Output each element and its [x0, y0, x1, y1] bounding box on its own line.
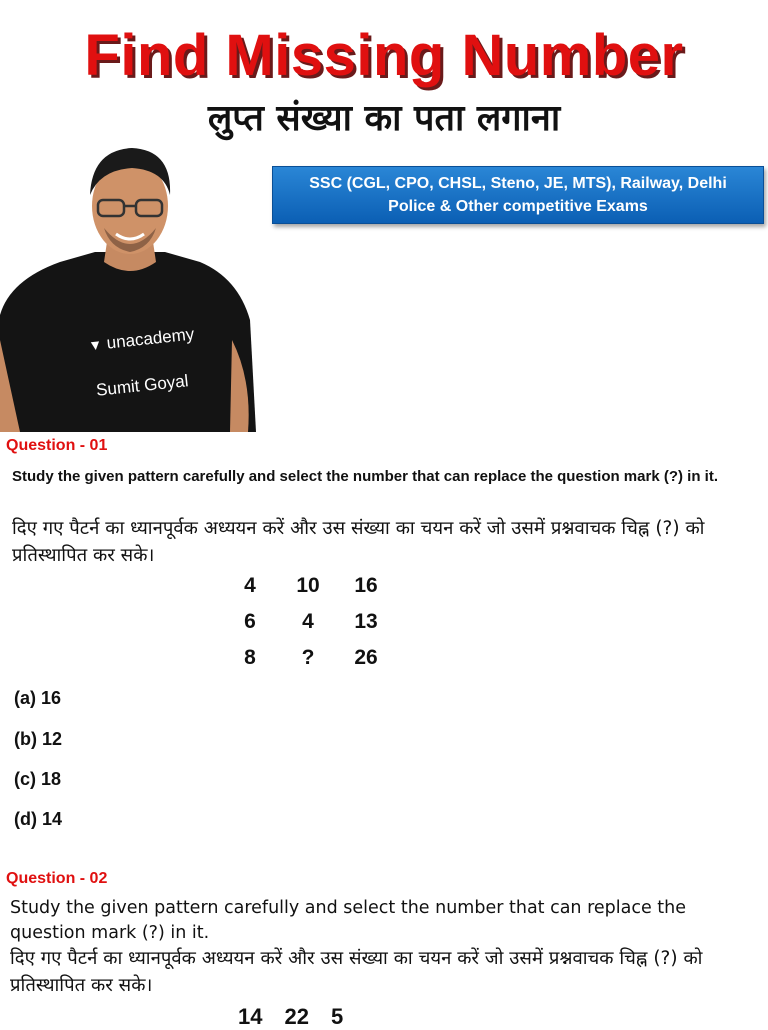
presenter-name: Sumit Goyal — [95, 371, 190, 400]
option-b[interactable]: (b) 12 — [14, 729, 63, 749]
option-c[interactable]: (c) 18 — [14, 769, 62, 789]
grid-row — [230, 646, 386, 682]
grid-cell: ? — [301, 646, 315, 669]
question-2-text-en: Study the given pattern carefully and select the number that can replace the question mark (?) in it. — [10, 898, 687, 943]
grid-cell: 22 — [284, 1004, 309, 1029]
question-1-text-en: Study the given pattern carefully and select the number that can replace the question mark (?) in it. — [12, 468, 718, 485]
grid-cell: 16 — [354, 574, 378, 597]
grid-cell: 4 — [244, 574, 256, 597]
grid-cell: 26 — [354, 646, 378, 669]
presenter-photo — [0, 140, 262, 432]
banner-line-1: SSC (CGL, CPO, CHSL, Steno, JE, MTS), Railway, Delhi — [309, 175, 727, 192]
question-2-label: Question - 02 — [6, 870, 108, 887]
unacademy-logo-icon: ▼ — [87, 336, 103, 354]
option-d[interactable]: (d) 14 — [14, 809, 63, 829]
page-title: Find Missing Number — [84, 23, 684, 88]
grid-cell: 14 — [238, 1004, 263, 1029]
presenter-brand: ▼ unacademy — [87, 324, 196, 354]
grid-cell: 13 — [354, 610, 378, 633]
page-subtitle-hindi: लुप्त संख्या का पता लगाना — [207, 98, 561, 139]
grid-cell: 6 — [244, 610, 256, 633]
option-a[interactable]: (a) 16 — [14, 688, 62, 708]
question-2-text-hi: दिए गए पैटर्न का ध्यानपूर्वक अध्ययन करें और उस संख्या का चयन करें जो उसमें प्रश्नवाचक चिह्न (?) को प्रतिस्थापित कर सके। — [10, 948, 703, 996]
banner-line-2: Police & Other competitive Exams — [388, 198, 648, 215]
question-1-label: Question - 01 — [6, 437, 108, 454]
exam-banner — [272, 166, 764, 224]
grid-cell: 10 — [296, 574, 320, 597]
question-1-text-hi: दिए गए पैटर्न का ध्यानपूर्वक अध्ययन करें और उस संख्या का चयन करें जो उसमें प्रश्नवाचक चिह्न (?) को प्रतिस्थापित कर सके। — [12, 518, 705, 566]
grid-row — [230, 610, 386, 646]
grid-row — [230, 574, 386, 610]
grid-cell: 8 — [244, 646, 256, 669]
grid-cell: 4 — [302, 610, 314, 633]
question-2-grid — [238, 1004, 343, 1030]
grid-cell: 5 — [330, 1004, 344, 1029]
question-1-grid — [230, 574, 386, 682]
